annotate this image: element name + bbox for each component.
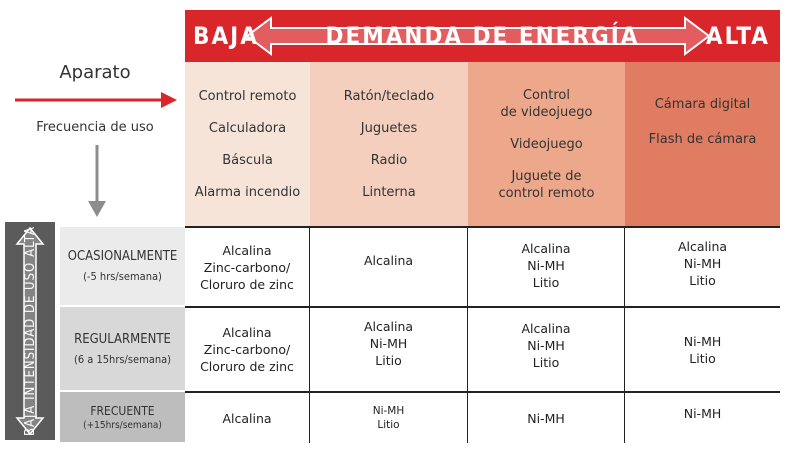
battery-type: Ni-MH bbox=[527, 410, 565, 426]
row-header-frequent bbox=[60, 392, 185, 442]
device-item: Báscula bbox=[222, 153, 273, 169]
battery-cell bbox=[310, 393, 468, 443]
row-label: FRECUENTE bbox=[90, 403, 155, 418]
battery-type: Zinc-carbono/ bbox=[203, 342, 291, 357]
usage-intensity-bar bbox=[5, 222, 55, 440]
demand-low-label: BAJA bbox=[193, 22, 259, 50]
battery-type: Ni-MH bbox=[683, 406, 722, 421]
intensity-title: INTENSIDAD DE USO bbox=[22, 261, 38, 400]
battery-cell bbox=[625, 228, 780, 306]
row-header-occasional bbox=[60, 227, 185, 307]
frequency-label: Frecuencia de uso bbox=[36, 120, 154, 135]
battery-type: Cloruro de zinc bbox=[200, 276, 294, 292]
row-sublabel: (6 a 15hrs/semana) bbox=[73, 352, 172, 366]
battery-type: Alcalina bbox=[677, 239, 728, 254]
battery-cell bbox=[185, 393, 310, 443]
battery-type: Ni-MH bbox=[372, 405, 405, 417]
device-column-header bbox=[185, 62, 310, 227]
battery-type: Ni-MH bbox=[527, 258, 565, 273]
battery-type: Alcalina bbox=[222, 410, 272, 426]
device-column-header bbox=[468, 62, 625, 227]
battery-type: Ni-MH bbox=[369, 336, 408, 351]
row-label: OCASIONALMENTE bbox=[67, 249, 178, 264]
battery-type: Ni-MH bbox=[527, 338, 565, 353]
battery-type: Litio bbox=[375, 353, 402, 368]
intensity-high-label: ALTA bbox=[22, 226, 38, 257]
battery-type: Cloruro de zinc bbox=[200, 359, 294, 374]
device-item: Juguetes bbox=[360, 120, 418, 136]
row-label: REGULARMENTE bbox=[74, 331, 171, 347]
right-arrow-icon bbox=[15, 90, 180, 110]
device-item: Linterna bbox=[362, 185, 416, 201]
battery-type: Alcalina bbox=[521, 321, 571, 336]
energy-demand-banner bbox=[185, 10, 780, 62]
battery-cell bbox=[310, 308, 468, 391]
device-item: Flash de cámara bbox=[648, 132, 757, 147]
device-item: Juguete de control remoto bbox=[498, 168, 595, 201]
device-column-header bbox=[310, 62, 468, 227]
device-item: Radio bbox=[370, 153, 408, 169]
device-item: Control de videojuego bbox=[500, 88, 593, 121]
battery-type: Litio bbox=[689, 273, 716, 288]
device-label: Aparato bbox=[59, 62, 131, 83]
battery-type: Alcalina bbox=[222, 242, 272, 258]
battery-type: Ni-MH bbox=[683, 333, 722, 349]
battery-cell bbox=[468, 228, 625, 306]
device-column-header bbox=[625, 62, 780, 227]
intensity-low-label: BAJA bbox=[22, 404, 38, 436]
down-arrow-icon bbox=[85, 145, 109, 219]
device-item: Ratón/teclado bbox=[343, 88, 435, 104]
battery-type: Litio bbox=[532, 355, 560, 370]
device-item: Calculadora bbox=[208, 120, 287, 136]
device-item: Videojuego bbox=[510, 136, 583, 152]
battery-cell bbox=[185, 228, 310, 306]
row-sublabel: (+15hrs/semana) bbox=[83, 419, 162, 431]
battery-type: Alcalina bbox=[363, 253, 414, 268]
battery-type: Litio bbox=[377, 419, 400, 431]
battery-type: Litio bbox=[689, 350, 716, 366]
battery-cell bbox=[625, 393, 780, 443]
battery-cell bbox=[310, 228, 468, 306]
battery-cell bbox=[625, 308, 780, 391]
demand-high-label: ALTA bbox=[705, 22, 770, 50]
battery-type: Alcalina bbox=[222, 325, 272, 340]
battery-type: Ni-MH bbox=[683, 256, 722, 271]
row-header-regular bbox=[60, 307, 185, 392]
battery-type: Litio bbox=[532, 275, 560, 290]
battery-type: Zinc-carbono/ bbox=[203, 259, 291, 275]
demand-title: DEMANDA DE ENERGÍA bbox=[325, 22, 640, 50]
battery-type: Alcalina bbox=[521, 241, 571, 256]
battery-cell bbox=[468, 308, 625, 391]
battery-cell bbox=[468, 393, 625, 443]
device-item: Cámara digital bbox=[654, 97, 751, 112]
row-sublabel: (-5 hrs/semana) bbox=[83, 270, 162, 283]
device-item: Control remoto bbox=[198, 88, 297, 104]
device-item: Alarma incendio bbox=[194, 185, 301, 201]
battery-cell bbox=[185, 308, 310, 391]
battery-type: Alcalina bbox=[363, 319, 414, 334]
